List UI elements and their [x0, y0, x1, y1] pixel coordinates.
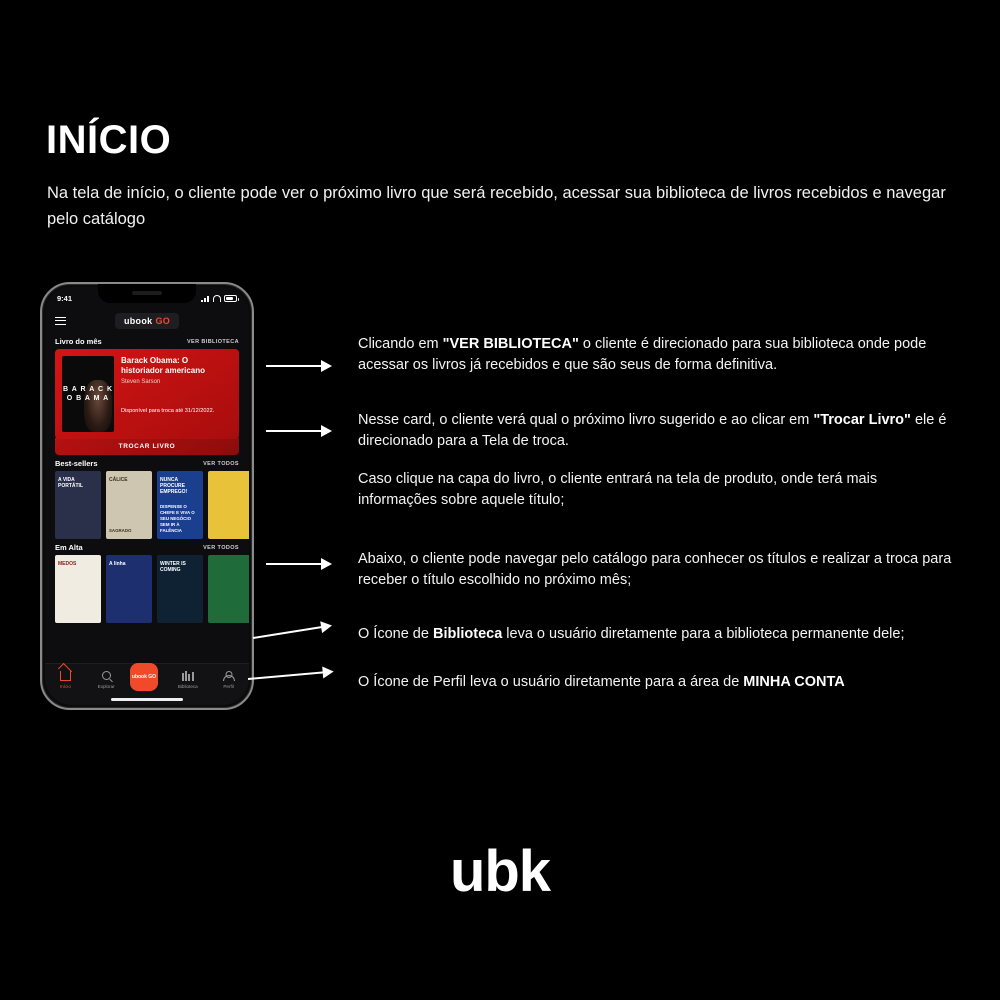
ann-biblioteca: Clicando em "VER BIBLIOTECA" o cliente é direcionado para sua biblioteca onde pode acessar os livros já recebidos e que são seus de forma definitiva.: [358, 336, 927, 373]
wifi-icon: [213, 295, 221, 302]
cover-letters: B A R A C K O B A M A: [62, 386, 114, 402]
book-item[interactable]: [157, 471, 203, 539]
ann-icone-perfil: O Ícone de Perfil leva o usuário diretamente para a área de MINHA CONTA: [358, 674, 845, 690]
tab-inicio[interactable]: [48, 669, 82, 689]
arrow-icone-perfil: [247, 666, 334, 685]
ann-icone-biblioteca: O Ícone de Biblioteca leva o usuário diretamente para a biblioteca permanente dele;: [358, 626, 905, 642]
hero-book-cover[interactable]: [62, 356, 114, 432]
hero-book-author: Steven Sarson: [121, 379, 161, 385]
book-item[interactable]: [106, 471, 152, 539]
book-title: CÁLICE: [109, 477, 128, 483]
book-item[interactable]: [208, 471, 249, 539]
app-logo-suffix: GO: [155, 316, 171, 326]
section-header-best-sellers: [45, 455, 249, 471]
tab-label: Biblioteca: [177, 684, 198, 689]
book-title: NUNCA PROCURE EMPREGO!: [160, 477, 188, 495]
app-logo: [115, 313, 179, 329]
arrow-icone-biblioteca: [252, 620, 333, 644]
tab-ubook-go[interactable]: [130, 669, 164, 691]
tab-label: Perfil: [223, 684, 234, 689]
tab-explorar[interactable]: [89, 669, 123, 689]
signal-icon: [201, 295, 210, 302]
trocar-livro-button[interactable]: TROCAR LIVRO: [55, 438, 239, 455]
hero-info: [121, 356, 232, 432]
book-subtitle: DISPENSE O CHEFE E VIVA O SEU NEGÓCIO SEM IR À FALÊNCIA: [160, 504, 195, 533]
arrow-biblioteca: [266, 360, 332, 372]
ann-trocar: Nesse card, o cliente verá qual o próximo livro sugerido e ao clicar em "Trocar Livro" ele é direcionado para a Tela de troca.: [358, 412, 947, 449]
phone-screen: [45, 287, 249, 705]
book-title: MEDOS: [58, 561, 77, 567]
page-title: INÍCIO: [46, 118, 172, 162]
arrow-trocar: [266, 425, 332, 437]
ann-catalogo: Abaixo, o cliente pode navegar pelo catálogo para conhecer os títulos e realizar a troca para receber o título escolhido no próximo mês;: [358, 551, 952, 588]
speaker-icon: [132, 291, 162, 295]
footer-logo: ubk: [449, 839, 551, 904]
section-header-livro-do-mes: [45, 333, 249, 349]
bottom-navigation: [45, 663, 249, 705]
book-title: A VIDA PORTÁTIL: [58, 477, 83, 489]
book-item[interactable]: [55, 471, 101, 539]
search-icon: [89, 669, 123, 682]
profile-icon: [212, 669, 246, 682]
tab-biblioteca[interactable]: [171, 669, 205, 689]
book-item[interactable]: [55, 555, 101, 623]
battery-icon: [224, 295, 237, 302]
book-title: A linha: [109, 561, 126, 567]
ubookgo-label: ubook GO: [131, 674, 157, 680]
shelf-em-alta[interactable]: [45, 555, 249, 623]
shelf-best-sellers[interactable]: [45, 471, 249, 539]
book-title: WINTER IS COMING: [160, 561, 186, 573]
app-logo-text: ubook: [123, 316, 153, 326]
section-title: Livro do mês: [55, 337, 102, 346]
ver-biblioteca-link[interactable]: VER BIBLIOTECA: [186, 338, 239, 345]
tab-perfil[interactable]: [212, 669, 246, 689]
book-item[interactable]: [157, 555, 203, 623]
hamburger-icon[interactable]: [55, 317, 66, 325]
section-title: Em Alta: [55, 543, 83, 552]
ver-todos-link-best-sellers[interactable]: VER TODOS: [203, 460, 239, 467]
arrow-catalogo: [266, 558, 332, 570]
hero-book-title: Barack Obama: O historiador americano: [121, 356, 206, 375]
section-title: Best-sellers: [55, 459, 98, 468]
hero-card[interactable]: [55, 349, 239, 439]
tab-label: Início: [59, 684, 71, 689]
ubookgo-icon[interactable]: [130, 663, 158, 691]
app-bar: [45, 309, 249, 333]
library-icon: [171, 669, 205, 682]
home-icon: [48, 669, 82, 682]
section-header-em-alta: [45, 539, 249, 555]
home-indicator: [111, 698, 183, 701]
page-description: Na tela de início, o cliente pode ver o próximo livro que será recebido, acessar sua biblioteca de livros recebidos e navegar pelo catálogo: [47, 184, 946, 228]
book-subtitle: SAGRADO: [109, 528, 132, 533]
phone-notch: [98, 284, 196, 303]
ann-capa: Caso clique na capa do livro, o cliente entrará na tela de produto, onde terá mais informações sobre aquele título;: [358, 471, 878, 508]
book-item[interactable]: [208, 555, 249, 623]
hero-availability: Disponível para troca até 31/12/2022.: [121, 408, 215, 414]
ver-todos-link-em-alta[interactable]: VER TODOS: [203, 544, 239, 551]
status-time: 9:41: [57, 293, 73, 303]
book-item[interactable]: [106, 555, 152, 623]
phone-mockup: [40, 282, 254, 710]
tab-label: Explorar: [97, 684, 115, 689]
